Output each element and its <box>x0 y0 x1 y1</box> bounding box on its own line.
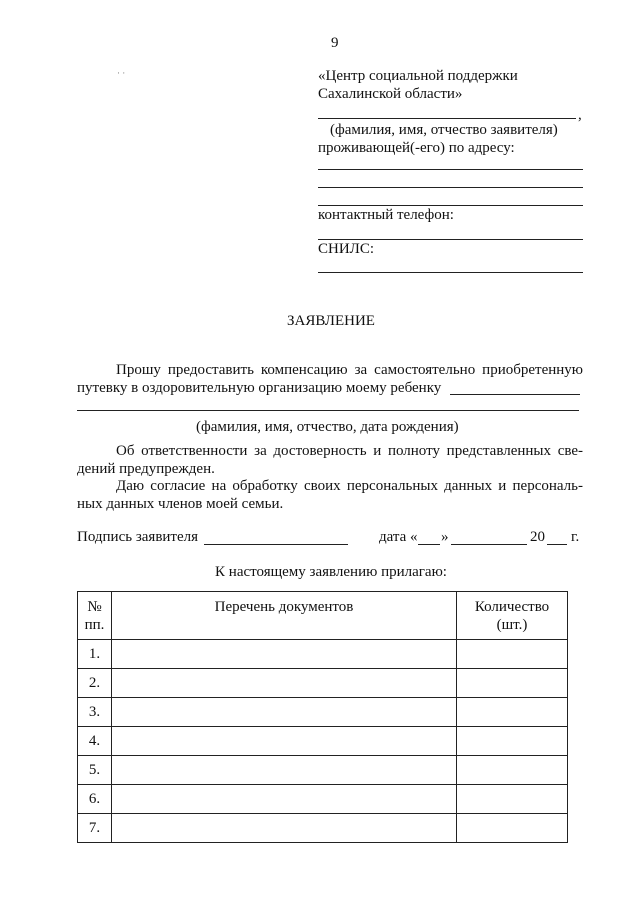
signature-line[interactable] <box>204 544 348 545</box>
row-number: 3. <box>78 698 112 727</box>
child-fio-hint: (фамилия, имя, отчество, дата рождения) <box>196 419 459 435</box>
date-day-line[interactable] <box>418 544 440 545</box>
row-number: 2. <box>78 669 112 698</box>
request-paragraph <box>77 361 583 379</box>
quantity-cell[interactable] <box>457 727 568 756</box>
child-name-line-1[interactable] <box>450 394 580 395</box>
document-cell[interactable] <box>112 669 457 698</box>
applicant-name-comma: , <box>578 107 582 123</box>
table-row <box>78 640 568 669</box>
snils-line[interactable] <box>318 272 583 273</box>
quantity-cell[interactable] <box>457 669 568 698</box>
row-number: 4. <box>78 727 112 756</box>
document-cell[interactable] <box>112 640 457 669</box>
quantity-cell[interactable] <box>457 756 568 785</box>
year-line[interactable] <box>547 544 567 545</box>
attachments-heading: К настоящему заявлению прилагаю: <box>215 564 447 580</box>
addressee-line-2: Сахалинской области» <box>318 86 463 102</box>
applicant-fio-hint: (фамилия, имя, отчество заявителя) <box>330 122 558 138</box>
quantity-cell[interactable] <box>457 640 568 669</box>
document-cell[interactable] <box>112 785 457 814</box>
date-quote-close: » <box>441 529 449 545</box>
consent-paragraph <box>77 477 583 513</box>
date-month-line[interactable] <box>451 544 527 545</box>
quantity-cell[interactable] <box>457 814 568 843</box>
signature-label: Подпись заявителя <box>77 529 199 545</box>
document-cell[interactable] <box>112 814 457 843</box>
address-label: проживающей(-его) по адресу: <box>318 140 515 156</box>
request-line-2: путевку в оздоровительную организацию моему ребенку <box>77 380 442 396</box>
attachments-table <box>77 591 568 843</box>
column-header-documents: Перечень документов <box>112 592 457 640</box>
column-header-number: № пп. <box>78 592 112 640</box>
document-cell[interactable] <box>112 756 457 785</box>
year-suffix: г. <box>571 529 580 545</box>
table-row <box>78 814 568 843</box>
column-header-quantity: Количество (шт.) <box>457 592 568 640</box>
address-line-2[interactable] <box>318 187 583 188</box>
table-row <box>78 698 568 727</box>
scan-speck: · · <box>117 68 126 78</box>
year-prefix: 20 <box>530 529 545 545</box>
table-row <box>78 785 568 814</box>
page-number: 9 <box>331 35 339 51</box>
table-header-row <box>78 592 568 640</box>
responsibility-paragraph <box>77 442 583 478</box>
row-number: 7. <box>78 814 112 843</box>
request-line-1: Прошу предоставить компенсацию за самостоятельно приобретенную <box>116 362 583 378</box>
table-row <box>78 756 568 785</box>
responsibility-line-2: дений предупрежден. <box>77 461 215 477</box>
responsibility-line-1: Об ответственности за достоверность и полноту представленных све- <box>116 443 583 459</box>
row-number: 6. <box>78 785 112 814</box>
table-row <box>78 727 568 756</box>
child-name-line-2[interactable] <box>77 410 579 411</box>
row-number: 1. <box>78 640 112 669</box>
snils-label: СНИЛС: <box>318 241 375 257</box>
document-cell[interactable] <box>112 727 457 756</box>
address-line-1[interactable] <box>318 169 583 170</box>
quantity-cell[interactable] <box>457 785 568 814</box>
consent-line-1: Даю согласие на обработку своих персональных данных и персональ- <box>116 478 583 494</box>
date-label: дата « <box>379 529 418 545</box>
row-number: 5. <box>78 756 112 785</box>
quantity-cell[interactable] <box>457 698 568 727</box>
document-cell[interactable] <box>112 698 457 727</box>
addressee-line-1: «Центр социальной поддержки <box>318 68 518 84</box>
table-row <box>78 669 568 698</box>
document-title: ЗАЯВЛЕНИЕ <box>287 313 375 329</box>
consent-line-2: ных данных членов моей семьи. <box>77 496 284 512</box>
phone-label: контактный телефон: <box>318 207 454 223</box>
applicant-name-line[interactable] <box>318 118 576 119</box>
